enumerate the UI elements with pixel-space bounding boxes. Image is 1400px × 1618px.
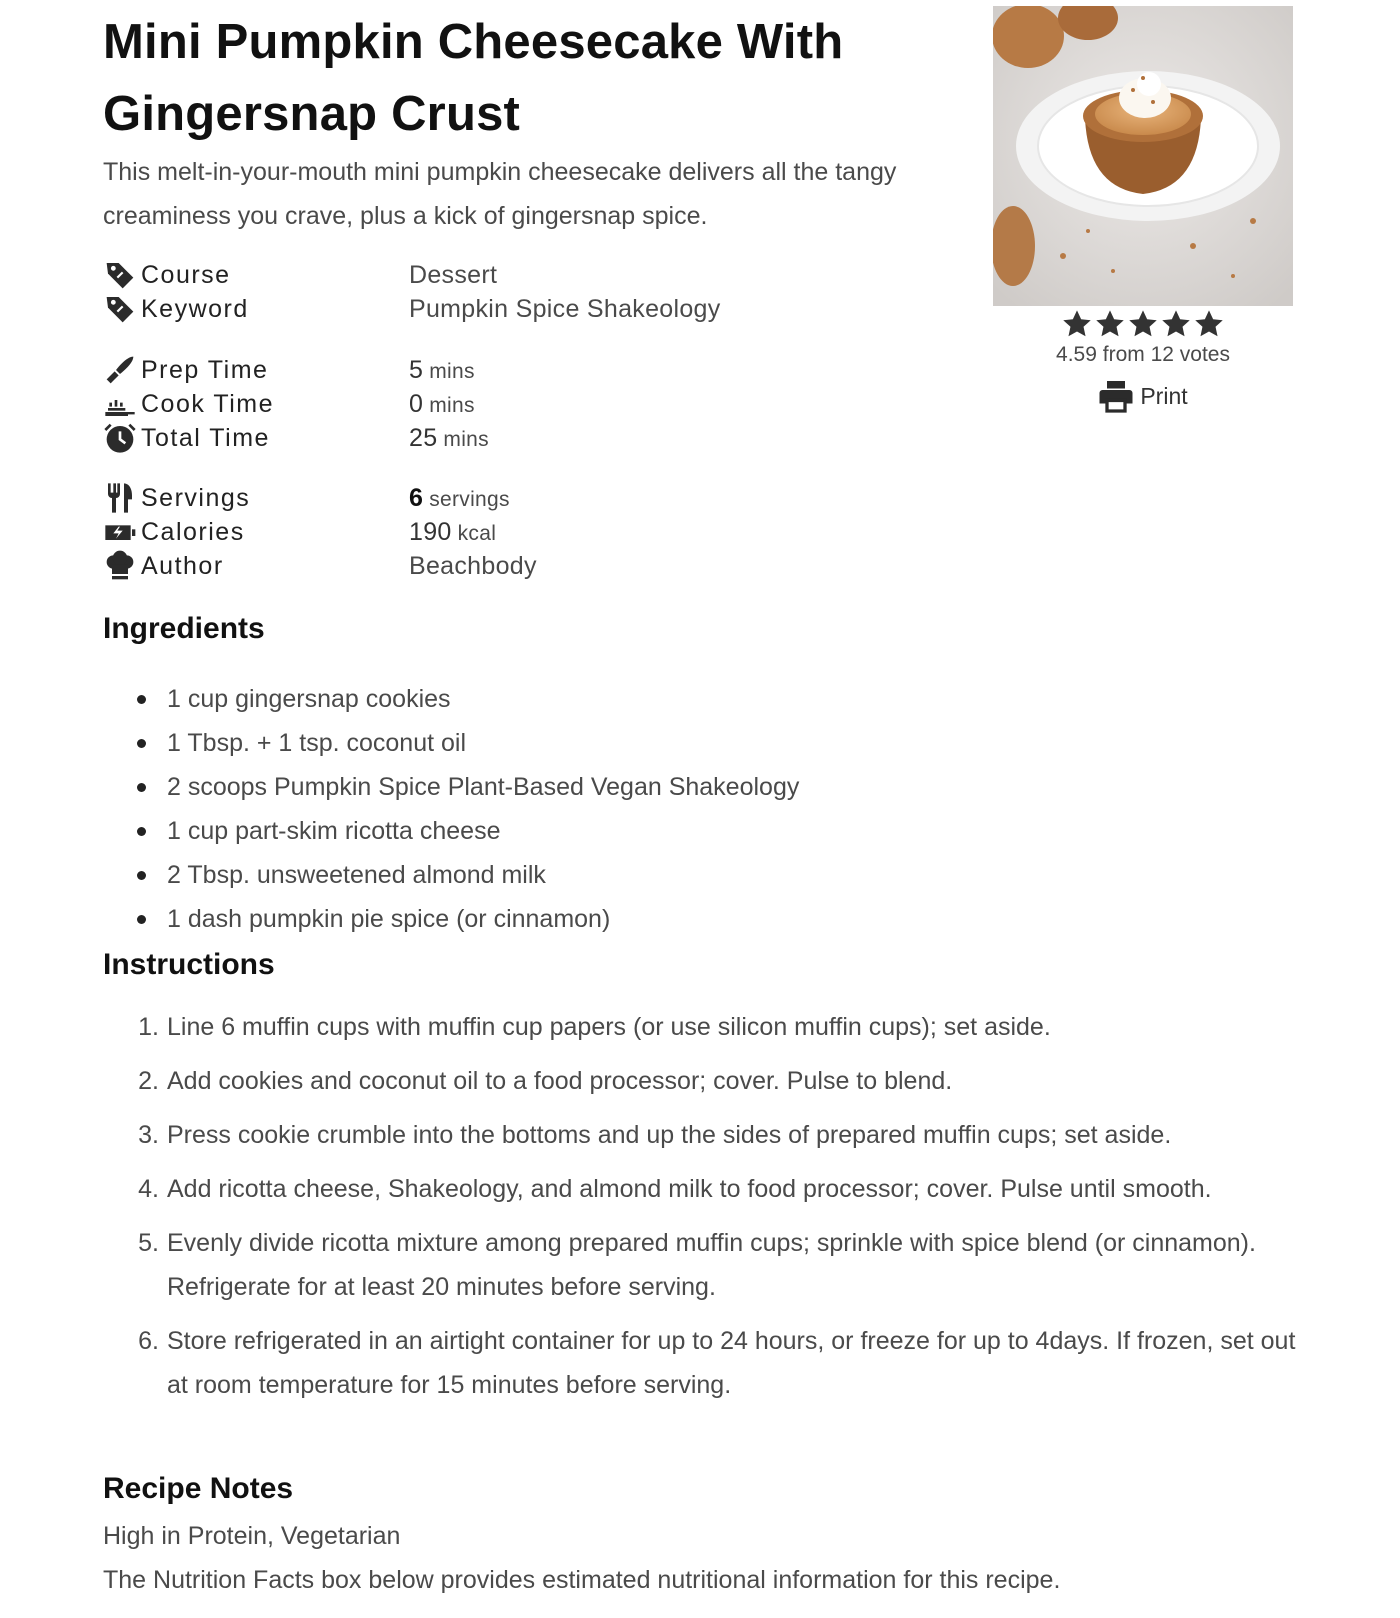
printer-icon: [1098, 378, 1134, 414]
star-icon[interactable]: [1160, 308, 1192, 340]
star-icon[interactable]: [1094, 308, 1126, 340]
calories-unit: kcal: [457, 521, 497, 545]
note-line: The Nutrition Facts box below provides estimated nutritional information for this recipe.: [103, 1566, 1061, 1594]
recipe-summary: This melt-in-your-mouth mini pumpkin cheesecake delivers all the tangy creaminess you crave, plus a kick of gingersnap spice.: [103, 158, 897, 230]
recipe-notes-heading: Recipe Notes: [103, 1472, 294, 1505]
rating-summary: 4.59 from 12 votes: [1056, 343, 1230, 366]
recipe-photo: [993, 6, 1293, 306]
meta-calories: [103, 515, 803, 549]
fork-knife-icon: [103, 481, 137, 515]
meta-prep-time: [103, 353, 803, 387]
cook-time-unit: mins: [429, 393, 475, 417]
ingredient-item: 2 Tbsp. unsweetened almond milk: [103, 853, 1303, 897]
recipe-meta-info: [103, 481, 803, 583]
meta-author: [103, 549, 803, 583]
instructions-heading: Instructions: [103, 948, 275, 981]
instruction-step: [103, 1167, 1303, 1211]
meta-cook-time: [103, 387, 803, 421]
instruction-step: [103, 1005, 1303, 1049]
servings-label: Servings: [141, 483, 251, 512]
clock-icon: [103, 421, 137, 455]
servings-value[interactable]: [409, 484, 510, 513]
recipe-meta-classification: [103, 258, 803, 326]
step-text: Evenly divide ricotta mixture among prepared muffin cups; sprinkle with spice blend (or cinnamon). Refrigerate for at least 20 minutes before serving.: [167, 1229, 1256, 1301]
recipe-notes: [103, 1514, 1303, 1602]
recipe-rating[interactable]: [993, 306, 1293, 368]
calories-number: 190: [409, 517, 452, 546]
ingredient-item: 1 Tbsp. + 1 tsp. coconut oil: [103, 721, 1303, 765]
step-number: 1.: [138, 1013, 159, 1041]
meta-course: [103, 258, 803, 292]
step-number: 5.: [138, 1229, 159, 1257]
star-icon[interactable]: [1127, 308, 1159, 340]
step-text: Line 6 muffin cups with muffin cup papers (or use silicon muffin cups); set aside.: [167, 1013, 1051, 1041]
recipe-title: Mini Pumpkin Cheesecake With Gingersnap Crust: [103, 15, 844, 141]
ingredient-item: 2 scoops Pumpkin Spice Plant-Based Vegan Shakeology: [103, 765, 1303, 809]
meta-total-time: [103, 421, 803, 455]
prep-time-unit: mins: [429, 359, 475, 383]
total-time-value: [409, 424, 489, 453]
ingredients-list: [103, 677, 1303, 941]
ingredient-item: 1 cup gingersnap cookies: [103, 677, 1303, 721]
course-value: Dessert: [409, 260, 498, 289]
prep-time-label: Prep Time: [141, 355, 269, 384]
chef-hat-icon: [103, 549, 137, 583]
ingredients-heading: Ingredients: [103, 612, 265, 645]
step-text: Add ricotta cheese, Shakeology, and almond milk to food processor; cover. Pulse until smooth.: [167, 1175, 1212, 1203]
step-text: Store refrigerated in an airtight container for up to 24 hours, or freeze for up to 4days. If frozen, set out at room temperature for 15 minutes before serving.: [167, 1327, 1296, 1399]
prep-time-number: 5: [409, 355, 424, 384]
tag-icon: [103, 258, 137, 292]
calories-label: Calories: [141, 517, 245, 546]
ingredient-item: 1 dash pumpkin pie spice (or cinnamon): [103, 897, 1303, 941]
print-button[interactable]: [993, 378, 1293, 414]
cook-time-value: [409, 390, 475, 419]
star-icon[interactable]: [1193, 308, 1225, 340]
battery-icon: [103, 515, 137, 549]
recipe-meta-times: [103, 353, 803, 455]
step-number: 4.: [138, 1175, 159, 1203]
print-label[interactable]: Print: [1140, 382, 1188, 409]
step-text: Press cookie crumble into the bottoms and up the sides of prepared muffin cups; set aside.: [167, 1121, 1172, 1149]
total-time-unit: mins: [443, 427, 489, 451]
instructions-list: [103, 1005, 1303, 1417]
meta-keyword: [103, 292, 803, 326]
knife-icon: [103, 353, 137, 387]
prep-time-value: [409, 356, 475, 385]
tag-icon: [103, 292, 137, 326]
servings-unit: servings: [429, 487, 510, 511]
calories-value: [409, 518, 496, 547]
keyword-label: Keyword: [141, 294, 249, 323]
keyword-value: Pumpkin Spice Shakeology: [409, 294, 721, 323]
instruction-step: [103, 1221, 1303, 1309]
instruction-step: [103, 1113, 1303, 1157]
star-icon[interactable]: [1061, 308, 1093, 340]
meta-servings: [103, 481, 803, 515]
cook-time-label: Cook Time: [141, 389, 274, 418]
cook-time-number: 0: [409, 389, 424, 418]
instruction-step: [103, 1059, 1303, 1103]
instruction-step: [103, 1319, 1303, 1407]
pan-icon: [103, 387, 137, 421]
step-text: Add cookies and coconut oil to a food processor; cover. Pulse to blend.: [167, 1067, 953, 1095]
step-number: 6.: [138, 1327, 159, 1355]
step-number: 2.: [138, 1067, 159, 1095]
author-value: Beachbody: [409, 551, 537, 580]
author-label: Author: [141, 551, 224, 580]
total-time-label: Total Time: [141, 423, 270, 452]
servings-number[interactable]: 6: [409, 483, 424, 512]
note-line: High in Protein, Vegetarian: [103, 1522, 401, 1550]
step-number: 3.: [138, 1121, 159, 1149]
course-label: Course: [141, 260, 231, 289]
ingredient-item: 1 cup part-skim ricotta cheese: [103, 809, 1303, 853]
rating-stars[interactable]: [993, 306, 1293, 342]
total-time-number: 25: [409, 423, 438, 452]
